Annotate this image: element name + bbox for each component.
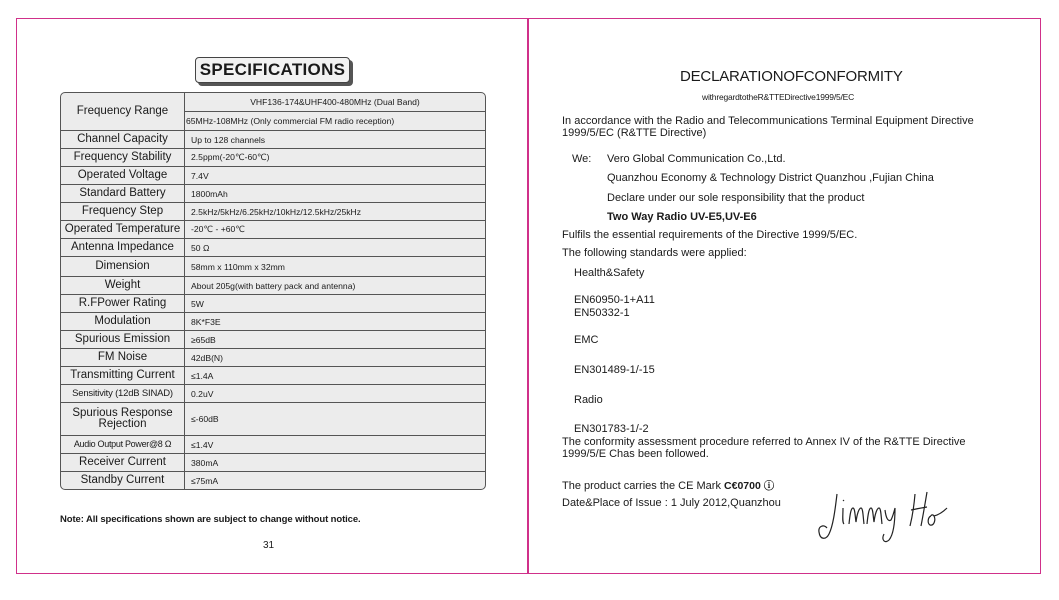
- standard-en301783: EN301783-1/-2: [574, 423, 649, 435]
- spec-values: [185, 185, 485, 202]
- standard-en60950: EN60950-1+A11: [574, 294, 655, 306]
- ce-mark-symbol: C€0700 ⓘ: [724, 480, 775, 492]
- spec-label: Operated Voltage: [61, 167, 185, 184]
- spec-values: [185, 331, 485, 348]
- spec-row: [61, 238, 485, 256]
- spec-label: Frequency Stability: [61, 149, 185, 166]
- spec-row: [61, 471, 485, 489]
- spec-values: [185, 367, 485, 384]
- fulfils-statement: Fulfils the essential requirements of the Directive 1999/5/EC.: [562, 229, 858, 241]
- spec-value: ≤1.4A: [191, 370, 214, 381]
- spec-values: [185, 436, 485, 453]
- spec-row: [61, 220, 485, 238]
- ce-mark-text: The product carries the CE Mark: [562, 480, 721, 492]
- spec-row: [61, 256, 485, 276]
- spec-value: ≤1.4V: [191, 439, 214, 450]
- spec-label: Standard Battery: [61, 185, 185, 202]
- spec-values: [185, 403, 485, 435]
- spec-values: [185, 93, 485, 130]
- spec-label: Antenna Impedance: [61, 239, 185, 256]
- spec-value: About 205g(with battery pack and antenna): [191, 280, 356, 291]
- page-divider: [527, 18, 529, 574]
- spec-label: FM Noise: [61, 349, 185, 366]
- spec-label: Dimension: [61, 257, 185, 276]
- spec-row: [61, 366, 485, 384]
- spec-values: [185, 239, 485, 256]
- page-number: 31: [263, 540, 275, 551]
- spec-row: [61, 184, 485, 202]
- spec-value: 5W: [191, 298, 204, 309]
- spec-value: 380mA: [191, 457, 219, 468]
- spec-label: Audio Output Power@8 Ω: [61, 436, 185, 453]
- spec-values: [185, 349, 485, 366]
- spec-row: [61, 348, 485, 366]
- spec-value: -20℃ - +60℃: [191, 224, 245, 234]
- we-label: We:: [572, 153, 592, 165]
- radio-heading: Radio: [574, 394, 603, 406]
- spec-values: [185, 257, 485, 276]
- spec-label: Channel Capacity: [61, 131, 185, 148]
- ce-mark-line: [562, 480, 774, 492]
- specifications-table: [60, 92, 486, 490]
- declare-statement: Declare under our sole responsibility that the product: [607, 192, 865, 204]
- spec-value: ≤-60dB: [191, 414, 219, 424]
- company-address: Quanzhou Economy & Technology District Quanzhou ,Fujian China: [607, 172, 934, 184]
- spec-value: 58mm x 110mm x 32mm: [191, 261, 285, 272]
- spec-value: Up to 128 channels: [191, 134, 266, 145]
- spec-values: [185, 167, 485, 184]
- spec-values: [185, 295, 485, 312]
- spec-values: [185, 149, 485, 166]
- spec-label: Operated Temperature: [61, 221, 185, 238]
- company-name: Vero Global Communication Co.,Ltd.: [607, 153, 786, 165]
- emc-heading: EMC: [574, 334, 599, 346]
- spec-values: [185, 131, 485, 148]
- spec-value: VHF136-174&UHF400-480MHz (Dual Band): [250, 97, 420, 107]
- spec-label: Modulation: [61, 313, 185, 330]
- spec-values: [185, 454, 485, 471]
- spec-label: R.FPower Rating: [61, 295, 185, 312]
- spec-value: 50 Ω: [191, 242, 210, 253]
- spec-label: Receiver Current: [61, 454, 185, 471]
- specifications-note: Note: All specifications shown are subject to change without notice.: [60, 514, 361, 525]
- spec-row: [61, 330, 485, 348]
- date-place-of-issue: Date&Place of Issue : 1 July 2012,Quanzhou: [562, 497, 781, 509]
- standards-intro: The following standards were applied:: [562, 247, 747, 259]
- spec-row: [61, 384, 485, 402]
- declaration-intro: In accordance with the Radio and Telecommunications Terminal Equipment Directive 1999/5/EC (R&TTE Directive): [562, 115, 974, 139]
- spec-values: [185, 313, 485, 330]
- health-safety-heading: Health&Safety: [574, 267, 645, 279]
- spec-label: Spurious Emission: [61, 331, 185, 348]
- spec-values: [185, 277, 485, 294]
- spec-row: [61, 453, 485, 471]
- declaration-title: DECLARATIONOFCONFORMITY: [680, 68, 903, 85]
- product-name: Two Way Radio UV-E5,UV-E6: [607, 211, 757, 223]
- specifications-title: SPECIFICATIONS: [195, 57, 350, 83]
- assessment-statement: The conformity assessment procedure referred to Annex IV of the R&TTE Directive 1999/5/E Chas been followed.: [562, 436, 966, 460]
- standard-en301489: EN301489-1/-15: [574, 364, 655, 376]
- spec-row: [61, 148, 485, 166]
- signature: [815, 486, 955, 544]
- spec-value: 65MHz-108MHz (Only commercial FM radio reception): [185, 111, 485, 130]
- spec-row: [61, 312, 485, 330]
- spec-row: [61, 130, 485, 148]
- spec-value: ≥65dB: [191, 334, 216, 345]
- spec-row: [61, 435, 485, 453]
- spec-label: Frequency Step: [61, 203, 185, 220]
- spec-values: [185, 472, 485, 489]
- spec-row: [61, 402, 485, 435]
- spec-row: [61, 294, 485, 312]
- spec-values: [185, 385, 485, 402]
- standard-en50332: EN50332-1: [574, 307, 630, 319]
- spec-label: Frequency Range: [61, 93, 185, 130]
- spec-value: 1800mAh: [191, 188, 228, 199]
- spec-values: [185, 221, 485, 238]
- spec-value: 8K*F3E: [191, 316, 221, 327]
- spec-values: [185, 203, 485, 220]
- spec-value: 42dB(N): [191, 352, 223, 363]
- spec-row: [61, 202, 485, 220]
- declaration-subtitle: withregardtotheR&TTEDirective1999/5/EC: [702, 92, 855, 102]
- spec-label: Sensitivity (12dB SINAD): [61, 385, 185, 402]
- spec-value: 7.4V: [191, 170, 209, 181]
- spec-row: [61, 93, 485, 130]
- spec-value: 2.5kHz/5kHz/6.25kHz/10kHz/12.5kHz/25kHz: [191, 206, 362, 217]
- spec-value: ≤75mA: [191, 475, 219, 486]
- spec-label: Standby Current: [61, 472, 185, 489]
- spec-row: [61, 166, 485, 184]
- spec-row: [61, 276, 485, 294]
- spec-label: Transmitting Current: [61, 367, 185, 384]
- spec-label: Weight: [61, 277, 185, 294]
- spec-value: 0.2uV: [191, 388, 214, 399]
- spec-value: 2.5ppm(-20℃-60℃): [191, 152, 270, 162]
- spec-label: Spurious Response Rejection: [61, 403, 185, 435]
